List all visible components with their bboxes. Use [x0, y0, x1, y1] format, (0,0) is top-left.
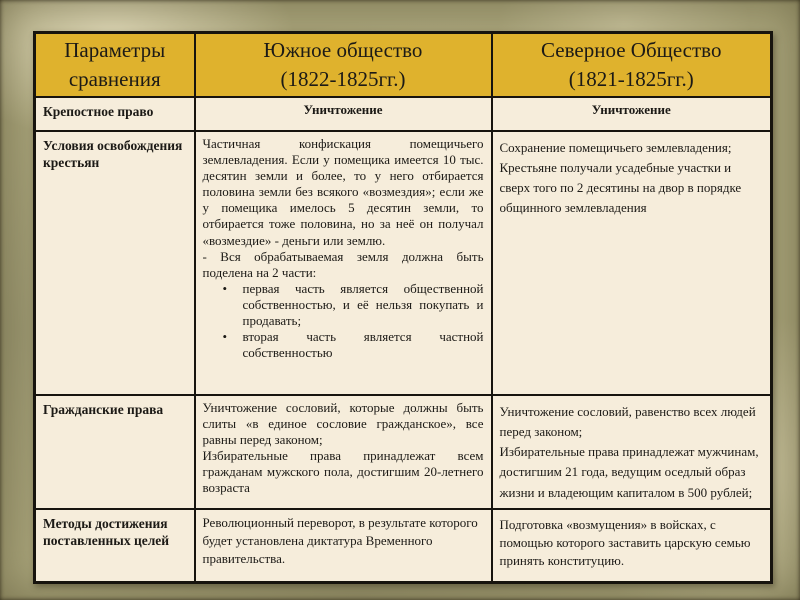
row-methods-parameter: Методы достижения поставленных целей [35, 509, 195, 583]
bullet-item: • вторая часть является частной собственностью [203, 329, 484, 361]
comparison-table [33, 31, 773, 584]
row-serfdom-south: Уничтожение [195, 97, 492, 131]
row-liberation-north [492, 131, 772, 395]
civil-south-paragraph-2: Избирательные права принадлежат всем гражданам мужского пола, достигшим 20-летнего возраста [202, 448, 484, 496]
header-south-years: (1822-1825гг.) [280, 66, 406, 91]
table-header-row [35, 33, 772, 97]
row-civil-north [492, 395, 772, 509]
row-serfdom-parameter: Крепостное право [35, 97, 195, 131]
row-serfdom-north: Уничтожение [492, 97, 772, 131]
row-methods-north [492, 509, 772, 583]
bullet-item: • первая часть является общественной собственностью, и её нельзя покупать и продавать; [203, 281, 484, 329]
civil-north-paragraph-1: Уничтожение сословий, равенство всех людей перед законом; [499, 403, 756, 440]
liberation-south-paragraph-2: - Вся обрабатываемая земля должна быть поделена на 2 части: [202, 248, 484, 280]
row-civil-parameter: Гражданские права [35, 395, 195, 509]
liberation-north-paragraph-1: Сохранение помещичьего землевладения; Крестьяне получали усадебные участки и сверх того по 2 десятины на двор в порядке общинного землевладения [499, 139, 742, 216]
civil-south-paragraph-1: Уничтожение сословий, которые должны быть слиты «в единое сословие гражданское», все равны перед законом; [202, 399, 484, 448]
row-methods-south [195, 509, 492, 583]
table-row-civil-rights [35, 395, 772, 509]
header-parameters-label: Параметры сравнения [64, 38, 166, 91]
header-south-title: Южное общество [263, 38, 423, 62]
liberation-south-bullet-list [203, 281, 484, 362]
row-civil-south [195, 395, 492, 509]
civil-north-paragraph-2: Избирательные права принадлежат мужчинам, достигшим 21 года, ведущим оседлый образ жизни и владеющим капиталом в 500 рублей; [499, 444, 759, 500]
row-liberation-parameter: Условия освобождения крестьян [35, 131, 195, 395]
methods-north-paragraph-1: Подготовка «возмущения» в войсках, с помощью которого заставить царскую семью принять конституцию. [499, 516, 751, 569]
table-row-methods [35, 509, 772, 583]
header-north-society [492, 33, 772, 97]
header-north-years: (1821-1825гг.) [568, 66, 694, 91]
row-liberation-south [195, 131, 492, 395]
liberation-south-paragraph-1: Частичная конфискация помещичьего землевладения. Если у помещика имеется 10 тыс. десятин земли и более, то у него отбирается половина земли без всякого «возмездия»; если же у помещика имелось 5 десятин земли, то отбирается тоже половина, но за неё он получал «возмездие» - деньги или землю. [202, 135, 484, 248]
header-south-society [195, 33, 492, 97]
header-parameters [35, 33, 195, 97]
table-row-peasant-liberation [35, 131, 772, 395]
methods-south-paragraph-1: Революционный переворот, в результате которого будет установлена диктатура Временного правительства. [202, 514, 478, 566]
table-row-serfdom [35, 97, 772, 131]
header-north-title: Северное Общество [541, 38, 722, 62]
